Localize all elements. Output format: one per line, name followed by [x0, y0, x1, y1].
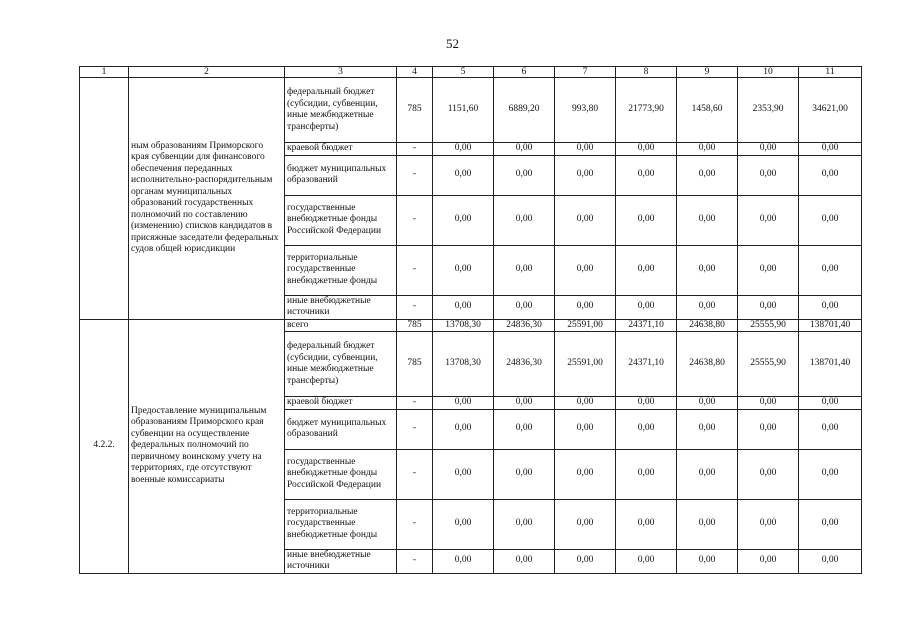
- value-cell: 0,00: [433, 409, 494, 449]
- value-cell: 24836,30: [494, 332, 555, 397]
- value-cell: 0,00: [616, 245, 677, 295]
- value-cell: 24836,30: [494, 319, 555, 332]
- value-cell: 0,00: [799, 295, 862, 319]
- value-cell: 25591,00: [555, 319, 616, 332]
- budget-code: -: [397, 409, 433, 449]
- value-cell: 1151,60: [433, 78, 494, 143]
- value-cell: 0,00: [799, 155, 862, 195]
- value-cell: 24371,10: [616, 332, 677, 397]
- value-cell: 0,00: [738, 143, 799, 156]
- value-cell: 0,00: [616, 195, 677, 245]
- value-cell: 0,00: [555, 499, 616, 549]
- value-cell: 0,00: [799, 245, 862, 295]
- funding-source: краевой бюджет: [285, 143, 397, 156]
- value-cell: 0,00: [677, 409, 738, 449]
- value-cell: 0,00: [799, 499, 862, 549]
- column-header: 5: [433, 67, 494, 78]
- value-cell: 24638,80: [677, 332, 738, 397]
- item-description: Предоставление муниципальным образованиям Приморского края субвенции на осуществление федеральных полномочий по первичному воинскому учету на территориях, где отсутствуют военные комиссариаты: [129, 319, 285, 573]
- value-cell: 0,00: [677, 155, 738, 195]
- value-cell: 24638,80: [677, 319, 738, 332]
- value-cell: 0,00: [799, 397, 862, 410]
- column-header: 1: [80, 67, 129, 78]
- item-code: [80, 78, 129, 320]
- value-cell: 0,00: [494, 143, 555, 156]
- value-cell: 0,00: [677, 245, 738, 295]
- value-cell: 0,00: [494, 245, 555, 295]
- value-cell: 0,00: [616, 143, 677, 156]
- budget-code: 785: [397, 319, 433, 332]
- value-cell: 0,00: [677, 295, 738, 319]
- value-cell: 0,00: [738, 397, 799, 410]
- value-cell: 0,00: [494, 195, 555, 245]
- funding-source: федеральный бюджет (субсидии, субвенции, иные межбюджетные трансферты): [285, 332, 397, 397]
- value-cell: 13708,30: [433, 332, 494, 397]
- budget-code: -: [397, 295, 433, 319]
- budget-code: -: [397, 245, 433, 295]
- table-row: [80, 78, 862, 143]
- value-cell: 0,00: [616, 549, 677, 573]
- value-cell: 0,00: [555, 397, 616, 410]
- value-cell: 0,00: [494, 499, 555, 549]
- value-cell: 0,00: [494, 409, 555, 449]
- value-cell: 0,00: [433, 295, 494, 319]
- value-cell: 0,00: [616, 397, 677, 410]
- value-cell: 0,00: [555, 449, 616, 499]
- table-row: [80, 319, 862, 332]
- value-cell: 0,00: [433, 155, 494, 195]
- value-cell: 0,00: [433, 195, 494, 245]
- value-cell: 0,00: [738, 499, 799, 549]
- value-cell: 34621,00: [799, 78, 862, 143]
- budget-code: -: [397, 143, 433, 156]
- value-cell: 0,00: [738, 195, 799, 245]
- funding-source: территориальные государственные внебюджетные фонды: [285, 499, 397, 549]
- funding-source: государственные внебюджетные фонды Российской Федерации: [285, 449, 397, 499]
- value-cell: 0,00: [677, 195, 738, 245]
- funding-source: федеральный бюджет (субсидии, субвенции, иные межбюджетные трансферты): [285, 78, 397, 143]
- value-cell: 1458,60: [677, 78, 738, 143]
- value-cell: 0,00: [433, 549, 494, 573]
- column-header: 4: [397, 67, 433, 78]
- value-cell: 0,00: [738, 549, 799, 573]
- funding-source: краевой бюджет: [285, 397, 397, 410]
- item-code: 4.2.2.: [80, 319, 129, 573]
- value-cell: 24371,10: [616, 319, 677, 332]
- value-cell: 0,00: [738, 245, 799, 295]
- value-cell: 0,00: [738, 409, 799, 449]
- funding-source: иные внебюджетные источники: [285, 549, 397, 573]
- page-number: 52: [446, 36, 459, 51]
- budget-code: -: [397, 155, 433, 195]
- value-cell: 0,00: [677, 499, 738, 549]
- value-cell: 25555,90: [738, 332, 799, 397]
- value-cell: 0,00: [494, 295, 555, 319]
- value-cell: 25555,90: [738, 319, 799, 332]
- value-cell: 0,00: [494, 397, 555, 410]
- value-cell: 0,00: [616, 499, 677, 549]
- funding-source: всего: [285, 319, 397, 332]
- value-cell: 0,00: [616, 449, 677, 499]
- value-cell: 0,00: [555, 295, 616, 319]
- value-cell: 0,00: [616, 295, 677, 319]
- value-cell: 0,00: [799, 143, 862, 156]
- value-cell: 0,00: [494, 549, 555, 573]
- budget-code: -: [397, 449, 433, 499]
- value-cell: 0,00: [738, 295, 799, 319]
- value-cell: 0,00: [677, 549, 738, 573]
- value-cell: 0,00: [799, 449, 862, 499]
- value-cell: 993,80: [555, 78, 616, 143]
- value-cell: 25591,00: [555, 332, 616, 397]
- column-header: 11: [799, 67, 862, 78]
- value-cell: 0,00: [555, 155, 616, 195]
- value-cell: 0,00: [433, 143, 494, 156]
- funding-source: бюджет муниципальных образований: [285, 155, 397, 195]
- funding-source: бюджет муниципальных образований: [285, 409, 397, 449]
- value-cell: 0,00: [677, 143, 738, 156]
- value-cell: 0,00: [677, 449, 738, 499]
- budget-code: -: [397, 549, 433, 573]
- column-header: 9: [677, 67, 738, 78]
- value-cell: 0,00: [433, 449, 494, 499]
- value-cell: 0,00: [494, 155, 555, 195]
- value-cell: 0,00: [738, 155, 799, 195]
- value-cell: 0,00: [433, 397, 494, 410]
- item-description: ным образованиям Приморского края субвенции для финансового обеспечения переданных исполнительно-распорядительным органам муниципальных образований государственных полномочий по составлению (изменению) списков кандидатов в присяжные заседатели федеральных судов общей юрисдикции: [129, 78, 285, 320]
- value-cell: 0,00: [616, 409, 677, 449]
- column-header: 7: [555, 67, 616, 78]
- budget-code: -: [397, 397, 433, 410]
- value-cell: 0,00: [433, 245, 494, 295]
- column-header: 3: [285, 67, 397, 78]
- funding-source: государственные внебюджетные фонды Российской Федерации: [285, 195, 397, 245]
- value-cell: 0,00: [799, 549, 862, 573]
- budget-code: -: [397, 195, 433, 245]
- column-header: 6: [494, 67, 555, 78]
- value-cell: 0,00: [677, 397, 738, 410]
- value-cell: 0,00: [555, 195, 616, 245]
- value-cell: 0,00: [799, 195, 862, 245]
- value-cell: 0,00: [555, 549, 616, 573]
- column-header: 10: [738, 67, 799, 78]
- value-cell: 0,00: [616, 155, 677, 195]
- budget-code: 785: [397, 78, 433, 143]
- funding-source: иные внебюджетные источники: [285, 295, 397, 319]
- value-cell: 13708,30: [433, 319, 494, 332]
- budget-code: -: [397, 499, 433, 549]
- value-cell: 0,00: [555, 245, 616, 295]
- value-cell: 0,00: [494, 449, 555, 499]
- column-header: 2: [129, 67, 285, 78]
- value-cell: 21773,90: [616, 78, 677, 143]
- value-cell: 0,00: [555, 409, 616, 449]
- value-cell: 138701,40: [799, 319, 862, 332]
- column-header: 8: [616, 67, 677, 78]
- budget-table: [79, 66, 862, 574]
- value-cell: 0,00: [799, 409, 862, 449]
- value-cell: 0,00: [555, 143, 616, 156]
- value-cell: 0,00: [433, 499, 494, 549]
- value-cell: 6889,20: [494, 78, 555, 143]
- value-cell: 138701,40: [799, 332, 862, 397]
- column-header-row: [80, 67, 862, 78]
- value-cell: 0,00: [738, 449, 799, 499]
- budget-code: 785: [397, 332, 433, 397]
- value-cell: 2353,90: [738, 78, 799, 143]
- funding-source: территориальные государственные внебюджетные фонды: [285, 245, 397, 295]
